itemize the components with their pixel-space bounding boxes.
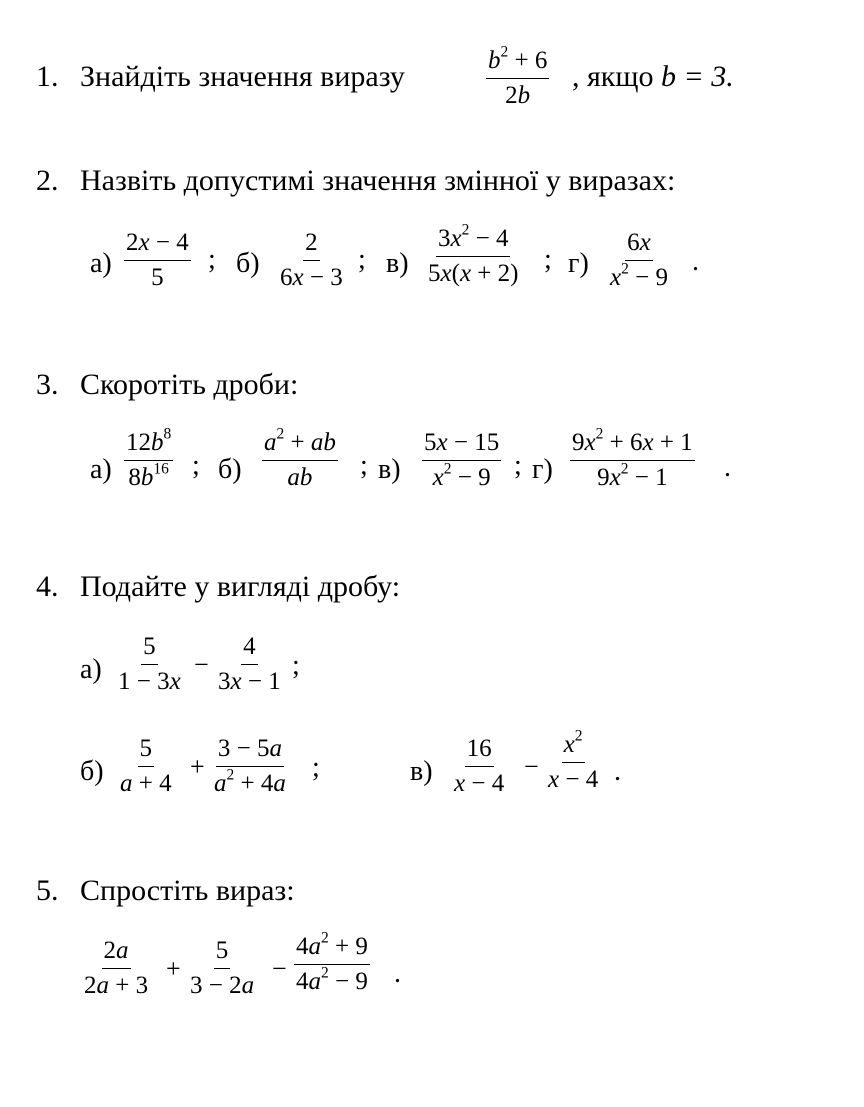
task-4-minus-c: −	[524, 752, 539, 781]
task-3-period: .	[724, 452, 731, 483]
task-3-label-c: в)	[378, 454, 401, 485]
task-4-fraction-c1: $\frac{16}{x - 4}$	[454, 735, 505, 798]
task-4-fraction-b1: $\frac{5}{a + 4}$	[120, 735, 172, 798]
task-2-text: Назвіть допустимі значення змінної у виразах:	[80, 164, 676, 197]
task-4-plus-b: +	[190, 752, 205, 781]
task-2-period: .	[692, 246, 699, 277]
task-3-number: 3.	[36, 368, 59, 401]
task-1-text: Знайдіть значення виразу	[80, 60, 405, 93]
task-3-text: Скоротіть дроби:	[80, 368, 299, 401]
task-3-fraction-d: $\frac{9x^2 + 6x + 1}{9x^2 - 1}$	[572, 425, 693, 492]
task-4-semicolon-b: ;	[312, 752, 320, 783]
task-4-fraction-a2: $\frac{4}{3x - 1}$	[218, 633, 281, 696]
task-4-label-a: а)	[80, 654, 102, 685]
task-4-fraction-a1: $\frac{5}{1 - 3x}$	[118, 633, 181, 696]
task-4-label-b: б)	[80, 756, 104, 787]
task-3-fraction-c: $\frac{5x - 15}{x^2 - 9}$	[424, 429, 500, 492]
task-3-fraction-b: $\frac{a^2 + ab}{ab}$	[264, 425, 336, 492]
task-1-number: 1.	[36, 60, 59, 93]
task-5-fraction-1: $\frac{2a}{2a + 3}$	[84, 937, 149, 1000]
task-3-label-d: г)	[532, 454, 553, 485]
task-2-label-b: б)	[236, 248, 260, 279]
task-2-semicolon-a: ;	[208, 244, 216, 275]
task-1-condition: , якщо b = 3.	[572, 60, 734, 93]
task-4-fraction-b2: $\frac{3 - 5a}{a^2 + 4a}$	[214, 735, 286, 798]
task-5-number: 5.	[36, 874, 59, 907]
task-3-label-b: б)	[218, 454, 242, 485]
task-2-label-a: а)	[90, 248, 112, 279]
task-4-minus-a: −	[194, 650, 209, 679]
task-3-semicolon-c: ;	[514, 450, 522, 481]
task-2-semicolon-b: ;	[358, 244, 366, 275]
task-4-period: .	[614, 756, 621, 787]
task-5-fraction-2: $\frac{5}{3 - 2a}$	[190, 937, 255, 1000]
task-3-semicolon-b: ;	[360, 450, 368, 481]
task-4-number: 4.	[36, 570, 59, 603]
task-5-fraction-3: $\frac{4a^2 + 9}{4a^2 - 9}$	[296, 929, 368, 996]
task-5-text: Спростіть вираз:	[80, 874, 295, 907]
task-2-fraction-c: $\frac{3x^2 - 4}{5x(x + 2)}$	[428, 221, 519, 288]
task-2-label-d: г)	[568, 248, 589, 279]
task-2-number: 2.	[36, 164, 59, 197]
task-2-label-c: в)	[386, 248, 409, 279]
task-5-minus: −	[272, 954, 287, 983]
task-4-semicolon-a: ;	[292, 650, 300, 681]
task-4-fraction-c2: $\frac{x^2}{x - 4}$	[548, 727, 599, 794]
task-5-period: .	[394, 958, 401, 989]
task-2-fraction-d: $\frac{6x}{x^2 - 9}$	[610, 229, 668, 292]
task-2-fraction-a: $\frac{2x - 4}{5}$	[126, 229, 189, 292]
task-4-label-c: в)	[410, 756, 433, 787]
task-2-semicolon-c: ;	[544, 244, 552, 275]
task-2-fraction-b: $\frac{2}{6x - 3}$	[280, 229, 343, 292]
task-3-label-a: а)	[90, 454, 112, 485]
task-1-fraction: $\frac{b^2 + 6}{2b}$	[488, 43, 548, 110]
task-5-plus: +	[166, 954, 181, 983]
task-4-text: Подайте у вигляді дробу:	[80, 570, 401, 603]
task-3-fraction-a: $\frac{12b^8}{8b^{16}}$	[126, 425, 172, 492]
task-3-semicolon-a: ;	[192, 450, 200, 481]
